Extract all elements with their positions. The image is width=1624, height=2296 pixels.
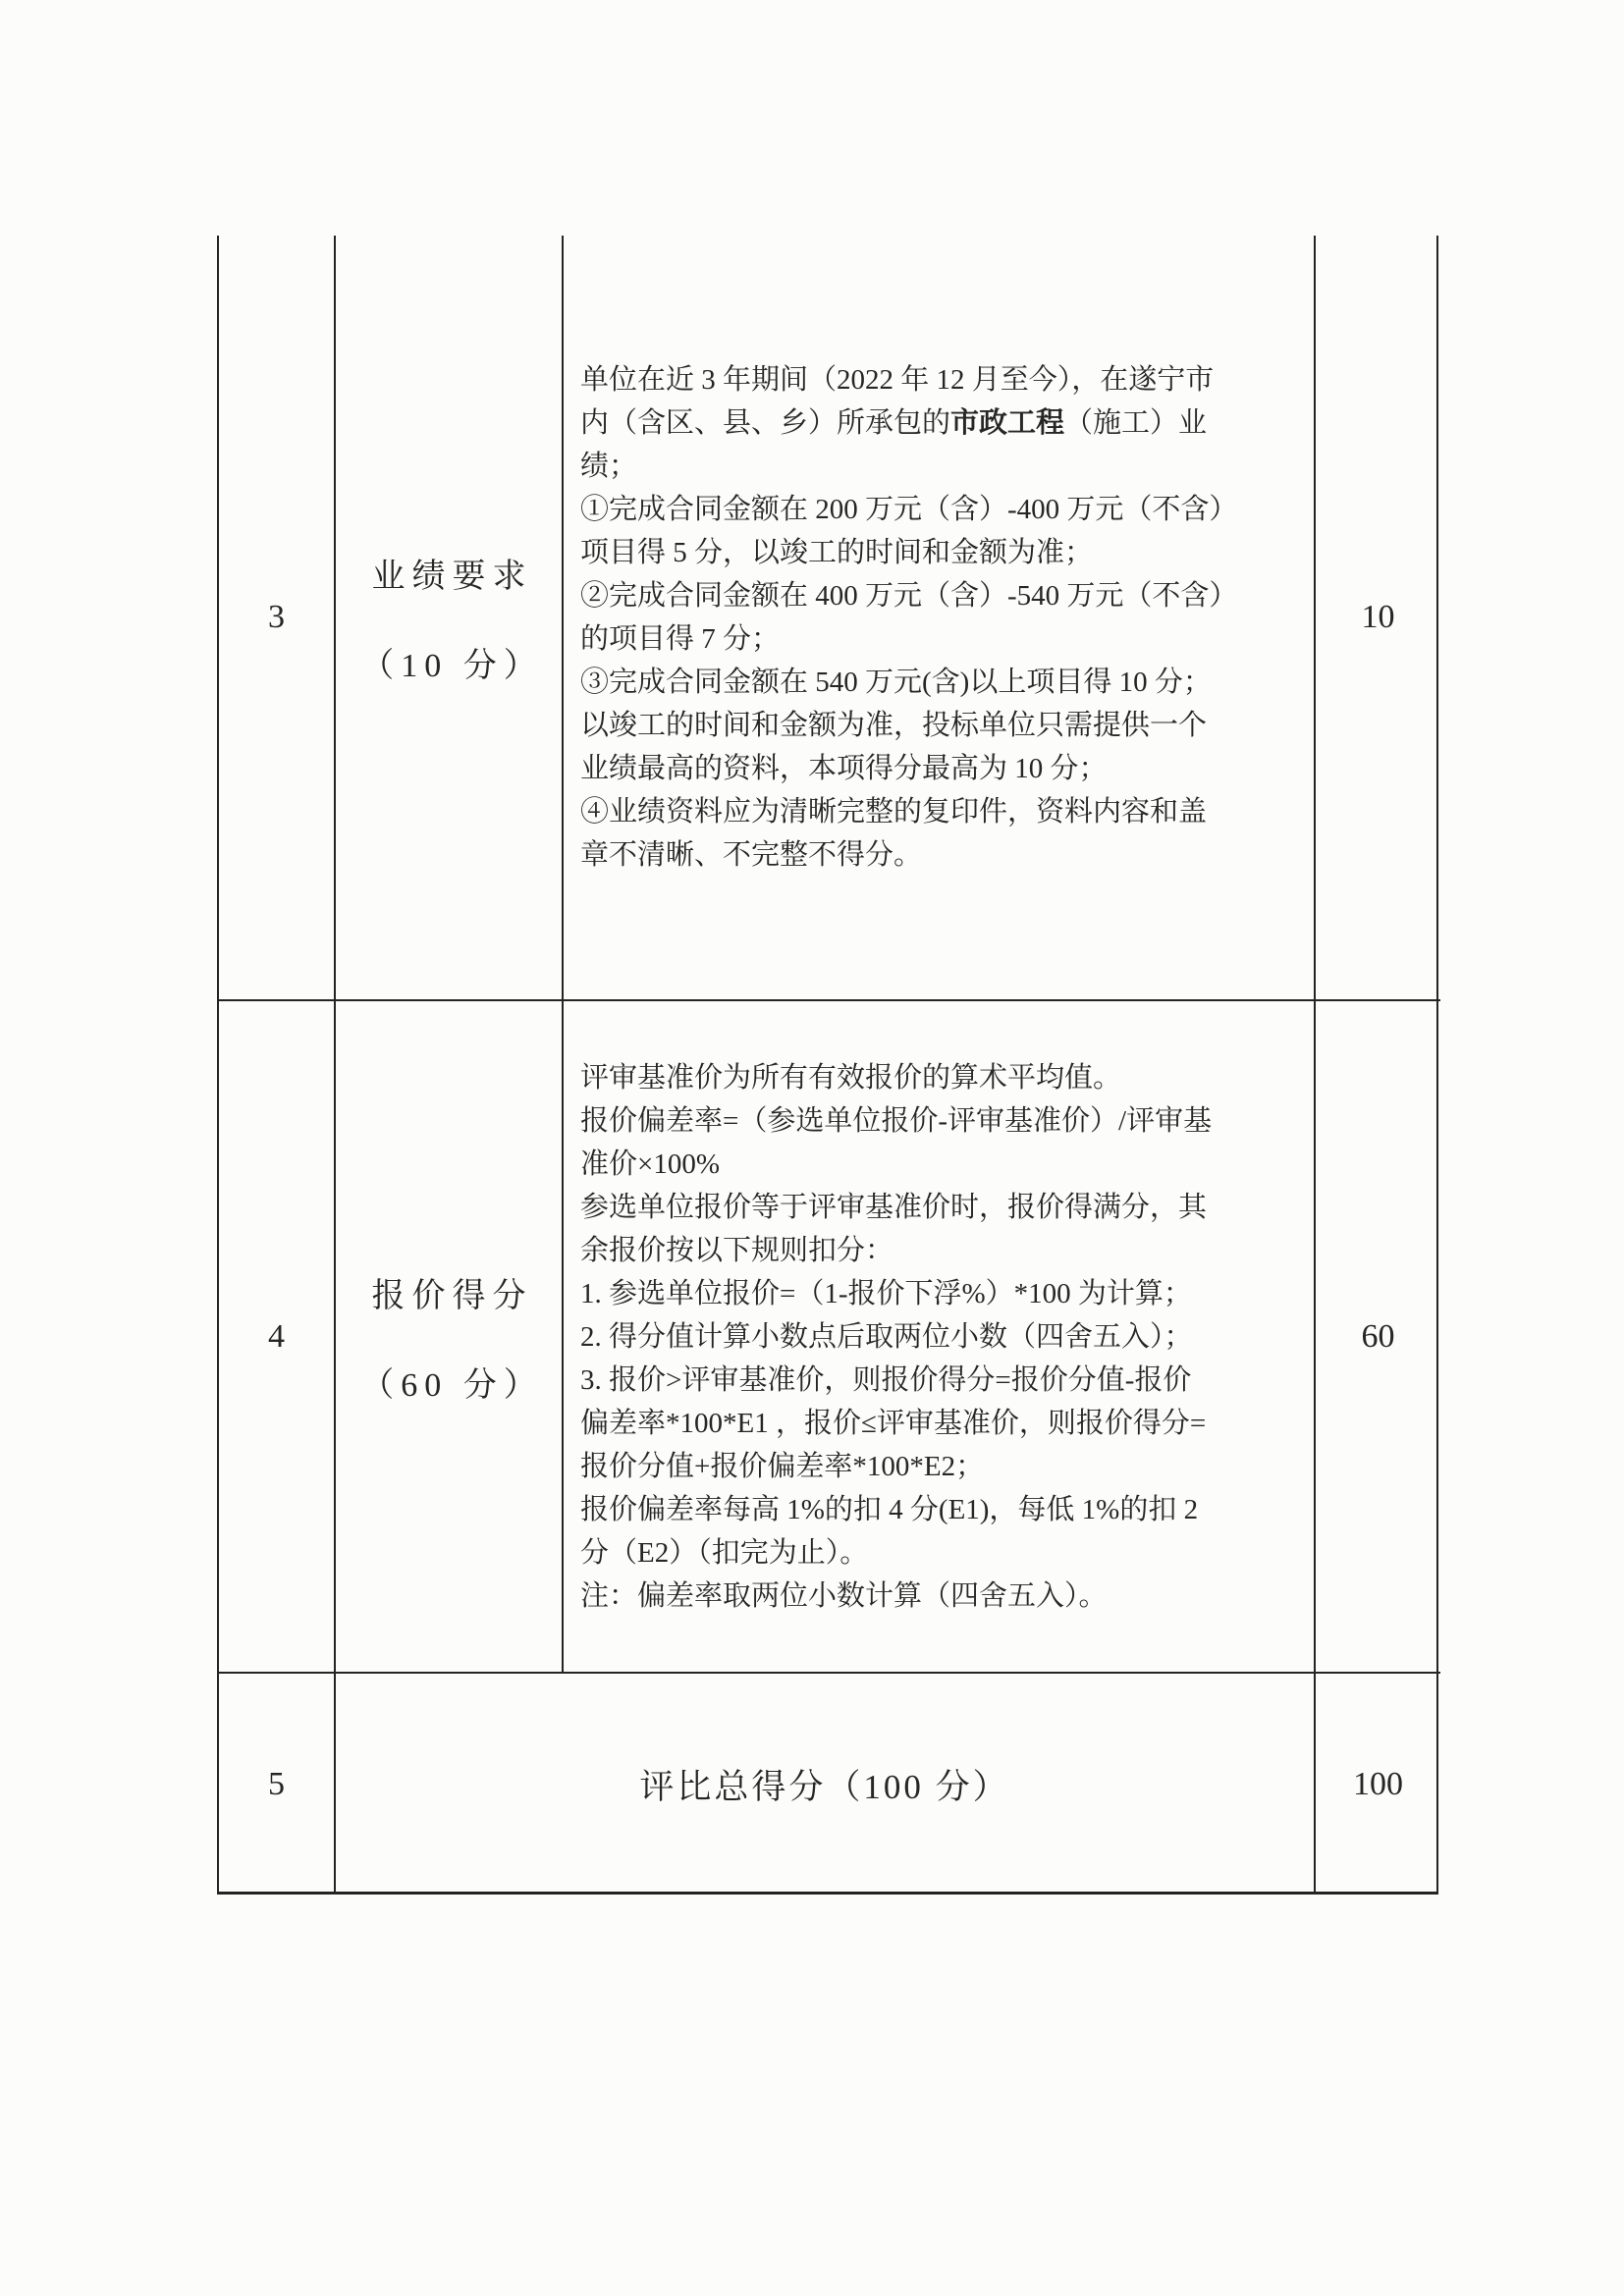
row3-number: 3 (268, 599, 285, 635)
row3-number-cell (219, 236, 336, 1001)
row5-number-cell (219, 1674, 336, 1895)
row3-category-name: 业绩要求 (371, 559, 533, 595)
row3-desc-line: 绩； (580, 451, 638, 482)
row4-desc-line: 报价偏差率=（参选单位报价-评审基准价）/评审基 (580, 1104, 1213, 1137)
row5-score-cell (1316, 1674, 1440, 1895)
row5-total-label: 评比总得分（100 分） (639, 1767, 1010, 1806)
row3-desc-line: ④业绩资料应为清晰完整的复印件，资料内容和盖 (580, 796, 1208, 828)
row4-score-cell (1316, 1001, 1440, 1674)
row3-desc-line (580, 401, 1306, 445)
row4-description-cell (564, 1001, 1316, 1674)
row4-score: 60 (1361, 1317, 1395, 1355)
row3-category-points: （10 分） (360, 648, 544, 684)
row3-score-cell (1316, 236, 1440, 1001)
row3-description-cell (564, 236, 1316, 1001)
row4-desc-line: 报价偏差率每高 1%的扣 4 分(E1)，每低 1%的扣 2 (580, 1493, 1199, 1525)
row4-desc-line: 报价分值+报价偏差率*100*E2； (580, 1450, 985, 1482)
row3-desc-line: ①完成合同金额在 200 万元（含）-400 万元（不含） (580, 494, 1238, 525)
row3-desc-line2-post: （施工）业 (1064, 407, 1208, 439)
evaluation-table (217, 236, 1438, 1895)
row4-desc-line: 评审基准价为所有有效报价的算术平均值。 (580, 1061, 1122, 1094)
row3-desc-line: 章不清晰、不完整不得分。 (580, 839, 923, 871)
row3-desc-line: ②完成合同金额在 400 万元（含）-540 万元（不含） (580, 580, 1238, 612)
row3-desc-line: 以竣工的时间和金额为准，投标单位只需提供一个 (580, 710, 1208, 741)
row4-desc-line: 余报价按以下规则扣分： (580, 1234, 894, 1266)
row4-desc-line: 3. 报价>评审基准价，则报价得分=报价分值-报价 (580, 1363, 1192, 1396)
row5-score: 100 (1353, 1765, 1403, 1802)
row4-desc-line: 2. 得分值计算小数点后取两位小数（四舍五入）； (580, 1320, 1193, 1353)
row5-number: 5 (268, 1765, 285, 1802)
row4-category-points: （60 分） (360, 1366, 544, 1404)
row4-desc-line: 分（E2）（扣完为止）。 (580, 1536, 869, 1569)
row4-category-cell (336, 1001, 564, 1674)
row4-category-name: 报价得分 (371, 1277, 533, 1314)
row3-desc-line2-pre: 内（含区、县、乡）所承包的 (580, 407, 951, 439)
row3-desc-line: 项目得 5 分，以竣工的时间和金额为准； (580, 537, 1094, 568)
row3-desc-line: 的项目得 7 分； (580, 623, 781, 655)
row3-desc-line: 业绩最高的资料，本项得分最高为 10 分； (580, 753, 1108, 784)
row4-desc-line: 准价×100% (580, 1148, 721, 1180)
row5-total-cell (336, 1674, 1316, 1895)
row4-desc-line: 1. 参选单位报价=（1-报价下浮%）*100 为计算； (580, 1277, 1192, 1309)
row4-desc-line: 注：偏差率取两位小数计算（四舍五入）。 (580, 1579, 1108, 1612)
row3-desc-line: ③完成合同金额在 540 万元(含)以上项目得 10 分； (580, 667, 1212, 698)
row3-category-cell (336, 236, 564, 1001)
row4-desc-line: 偏差率*100*E1 ，报价≤评审基准价，则报价得分= (580, 1407, 1207, 1439)
row3-score: 10 (1361, 599, 1395, 635)
row3-desc-line2-bold: 市政工程 (950, 407, 1065, 439)
row4-number-cell (219, 1001, 336, 1674)
row4-number: 4 (268, 1317, 285, 1355)
row4-desc-line: 参选单位报价等于评审基准价时，报价得满分，其 (580, 1191, 1208, 1223)
row3-desc-line: 单位在近 3 年期间（2022 年 12 月至今），在遂宁市 (580, 364, 1215, 396)
